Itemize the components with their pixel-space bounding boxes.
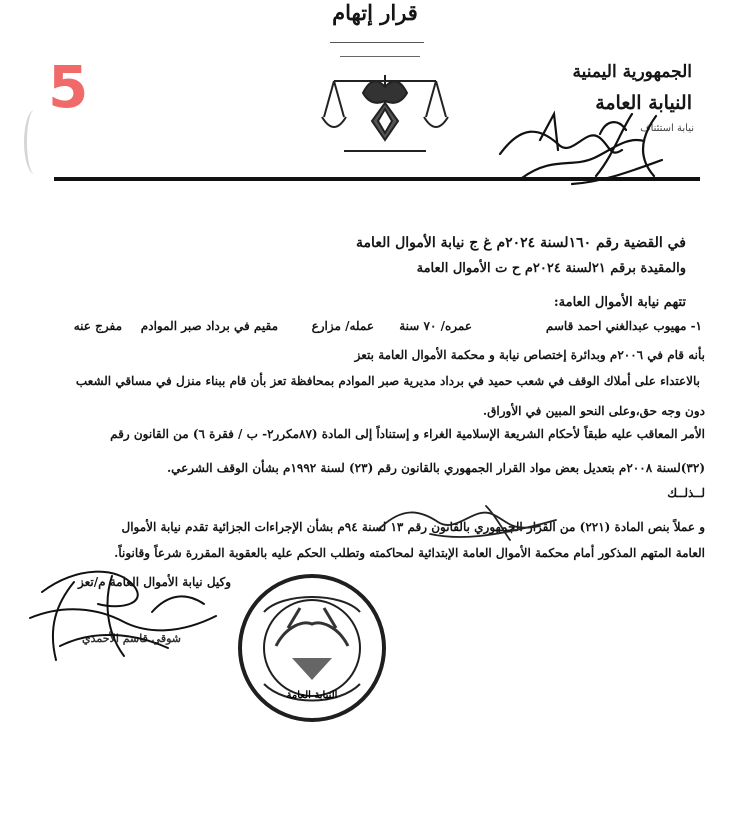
document-line: و عملاً بنص المادة (٢٢١) من القرار الجمهوري بالقانون رقم ١٣ لسنة ٩٤م بشأن الإجراءات الجزائية تقدم نيابة الأموال <box>121 520 705 534</box>
stamp-icon <box>234 570 390 726</box>
accused-residence: مقيم في برداد صبر الموادم <box>140 319 278 333</box>
accused-age: عمره/ ٧٠ سنة <box>399 319 472 333</box>
emblem-top-line <box>330 42 424 51</box>
header-divider <box>54 177 700 181</box>
office-prefix: نيابة استئناف <box>640 123 694 134</box>
signature-icon <box>20 564 230 672</box>
scales-emblem-icon <box>316 65 454 163</box>
accused-name: ١- مهيوب عبدالغني احمد قاسم <box>545 319 702 333</box>
emblem-sub-line <box>340 56 420 65</box>
accused-job: عمله/ مزارع <box>311 319 374 333</box>
signer-title: وكيل نيابة الأموال العامة م/تعز <box>78 575 232 589</box>
case-number-line: في القضية رقم ١٦٠لسنة ٢٠٢٤م غ ج نيابة الأموال العامة <box>356 235 686 251</box>
stamp-center-label: النيابة العامة <box>286 690 338 701</box>
registered-number-line: والمقيدة برقم ٢١لسنة ٢٠٢٤م ح ت الأموال العامة <box>416 261 686 276</box>
prosecution-heading: النيابة العامة <box>595 92 692 114</box>
document-title: قرار إتهام <box>332 0 418 25</box>
document-line: دون وجه حق،وعلى النحو المبين في الأوراق. <box>482 404 705 418</box>
release-status: مفرج عنه <box>73 319 122 333</box>
document-line: بالاعتداء على أملاك الوقف في شعب حميد في برداد مديرية صبر الموادم بمحافظة تعز بأن قام ببناء منزل في مساقي الشعب <box>75 374 700 388</box>
therefore-heading: لــذلــك <box>667 486 705 500</box>
republic-heading: الجمهورية اليمنية <box>572 62 692 82</box>
document-line: بأنه قام في ٢٠٠٦م وبدائرة إختصاص نيابة و محكمة الأموال العامة بتعز <box>354 348 705 362</box>
document-line: الأمر المعاقب عليه طبقاً لأحكام الشريعة الإسلامية الغراء و إستناداً إلى المادة (٨٧مكرر٢- ب / فقرة ٦) من القانون رقم <box>110 427 705 441</box>
accused-details-row <box>42 319 702 341</box>
page-number: 5 <box>48 53 89 121</box>
signer-name: شوقي قاسم الأحمدي <box>82 632 182 645</box>
accusation-heading: تتهم نيابة الأموال العامة: <box>553 295 686 310</box>
margin-mark <box>24 110 45 174</box>
document-line: (٣٢)لسنة ٢٠٠٨م بتعديل بعض مواد القرار الجمهوري بالقانون رقم (٢٣) لسنة ١٩٩٢م بشأن الوقف الشرعي. <box>166 461 705 475</box>
document-line: العامة المتهم المذكور أمام محكمة الأموال العامة الإبتدائية لمحاكمته وتطلب الحكم عليه بالعقوبة المقررة شرعاً وقانوناً. <box>114 546 705 560</box>
ink-signature-icon <box>368 496 568 544</box>
